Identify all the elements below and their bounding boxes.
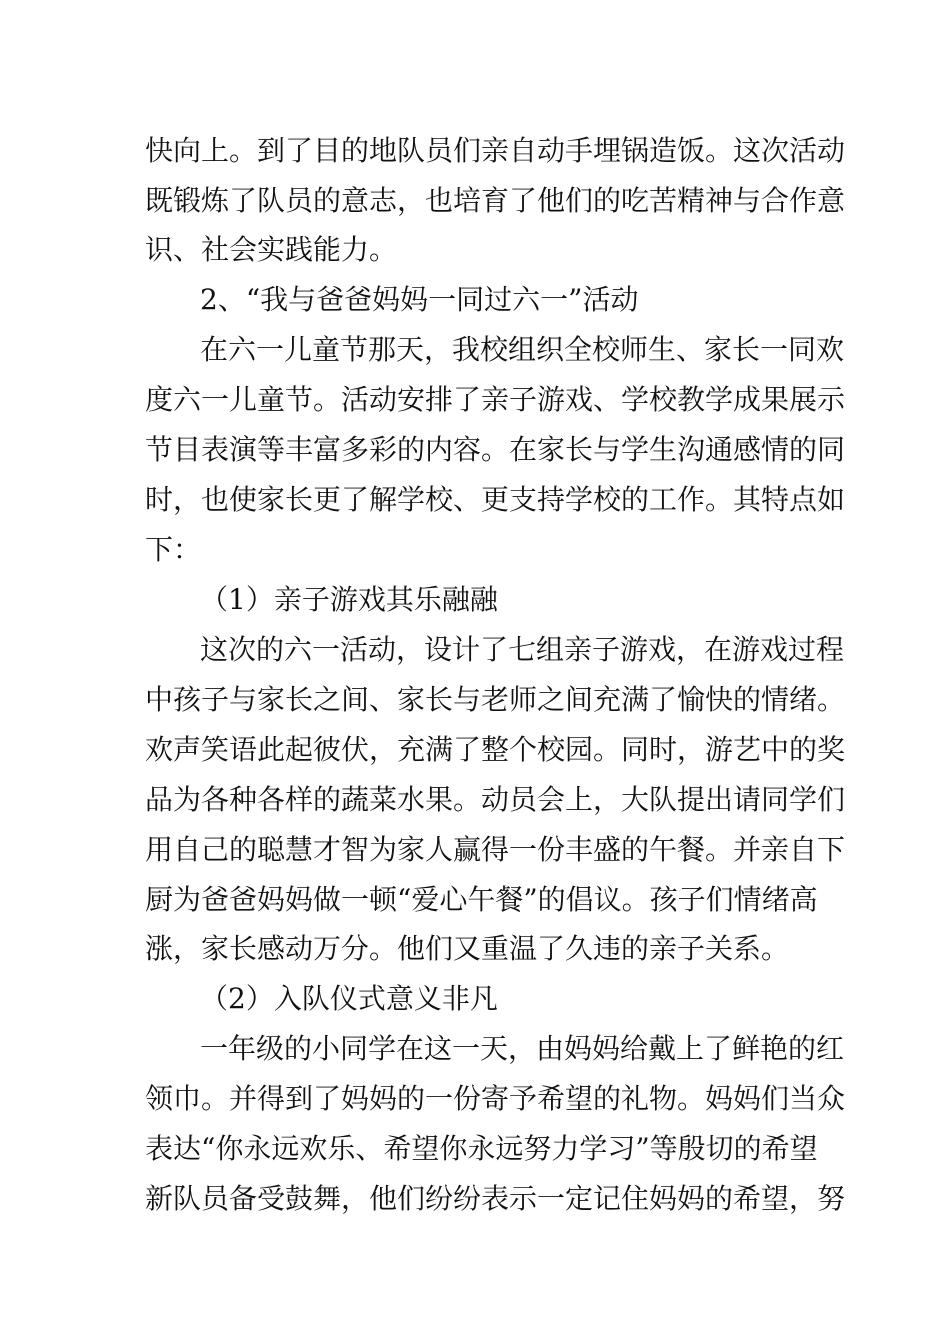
paragraph-line: 识、社会实践能力。 [145, 233, 398, 266]
paragraph-line: 欢声笑语此起彼伏，充满了整个校园。同时，游艺中的奖 [145, 733, 846, 766]
paragraph-line: 既锻炼了队员的意志，也培育了他们的吃苦精神与合作意 [145, 184, 846, 217]
section-heading: 2、“我与爸爸妈妈一同过六一”活动 [200, 283, 639, 316]
paragraph-line: 涨，家长感动万分。他们又重温了久违的亲子关系。 [145, 932, 790, 965]
subsection-heading: （2）入队仪式意义非凡 [200, 982, 498, 1015]
paragraph-line: 节目表演等丰富多彩的内容。在家长与学生沟通感情的同 [145, 433, 846, 466]
paragraph-line: 品为各种各样的蔬菜水果。动员会上，大队提出请同学们 [145, 783, 846, 816]
paragraph-line: 厨为爸爸妈妈做一顿“爱心午餐”的倡议。孩子们情绪高 [145, 883, 818, 916]
paragraph-line: 快向上。到了目的地队员们亲自动手埋锅造饭。这次活动 [145, 134, 846, 167]
paragraph-line: 时，也使家长更了解学校、更支持学校的工作。其特点如 [145, 483, 846, 516]
paragraph-line: 下： [145, 533, 202, 566]
paragraph-line: 领巾。并得到了妈妈的一份寄予希望的礼物。妈妈们当众 [145, 1082, 846, 1115]
subsection-heading: （1）亲子游戏其乐融融 [200, 583, 498, 616]
paragraph-line: 新队员备受鼓舞，他们纷纷表示一定记住妈妈的希望，努 [145, 1182, 846, 1215]
paragraph-line: 一年级的小同学在这一天，由妈妈给戴上了鲜艳的红 [200, 1032, 845, 1065]
paragraph-line: 度六一儿童节。活动安排了亲子游戏、学校教学成果展示 [145, 383, 846, 416]
paragraph-line: 在六一儿童节那天，我校组织全校师生、家长一同欢 [200, 333, 845, 366]
paragraph-line: 中孩子与家长之间、家长与老师之间充满了愉快的情绪。 [145, 683, 846, 716]
paragraph-line: 这次的六一活动，设计了七组亲子游戏，在游戏过程 [200, 633, 845, 666]
paragraph-line: 表达“你永远欢乐、希望你永远努力学习”等殷切的希望 [145, 1132, 818, 1165]
paragraph-line: 用自己的聪慧才智为家人赢得一份丰盛的午餐。并亲自下 [145, 833, 846, 866]
